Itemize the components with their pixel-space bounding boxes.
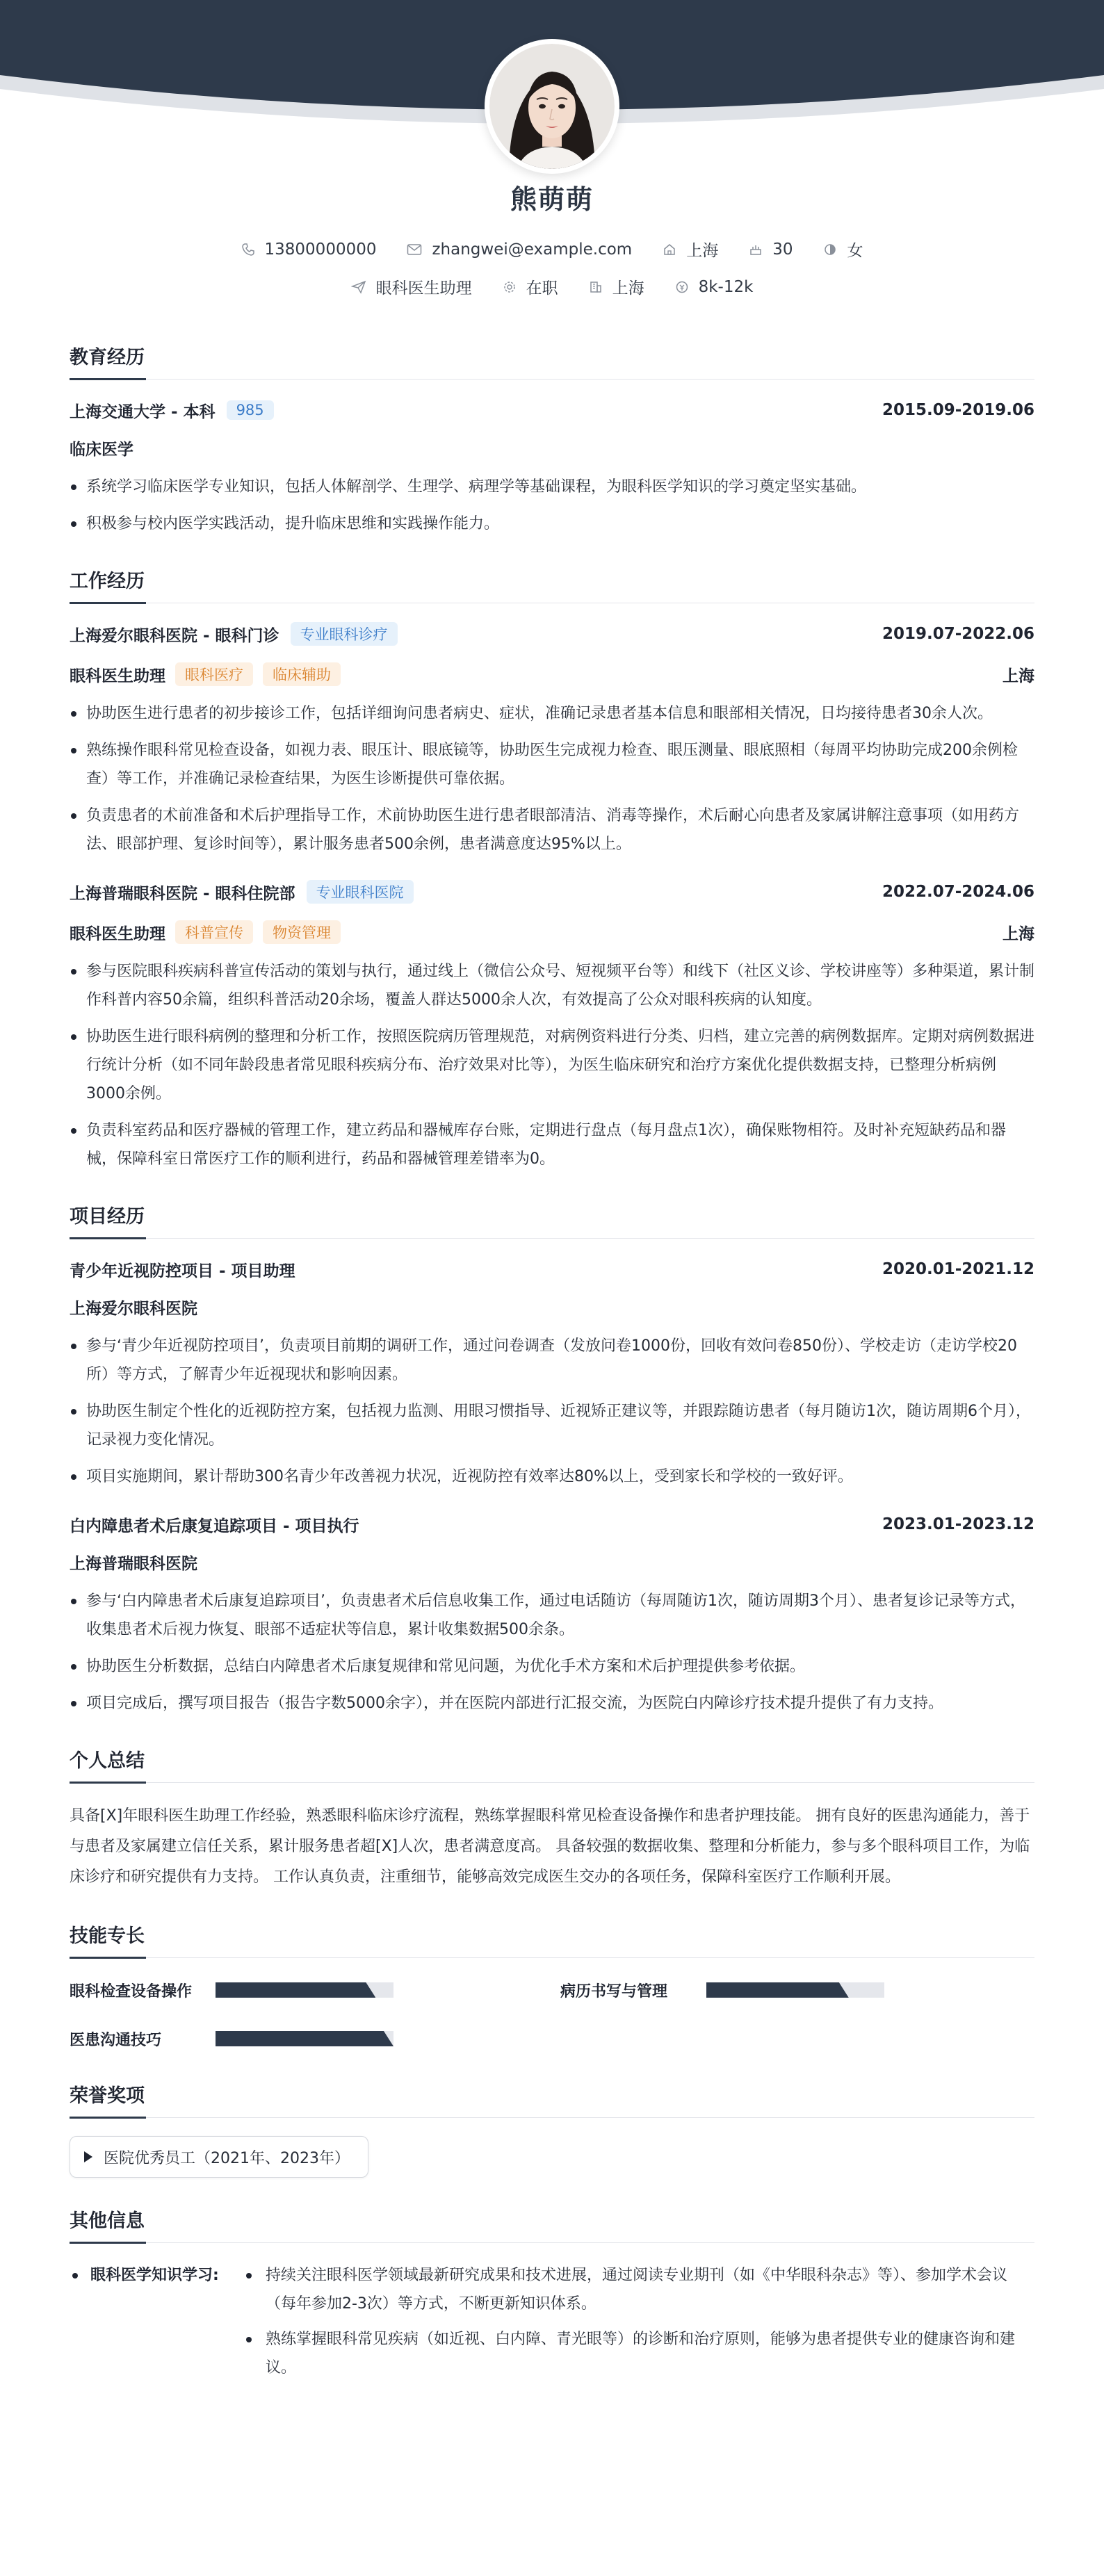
coin-icon <box>675 280 689 294</box>
skills-section <box>70 1921 1034 2053</box>
work-location: 上海 <box>1002 667 1034 685</box>
city-info <box>663 238 718 261</box>
section-title: 工作经历 <box>70 566 1034 603</box>
school-tag: 985 <box>227 400 274 420</box>
project-name: 白内障患者术后康复追踪项目 - 项目执行 <box>70 1517 359 1535</box>
section-title: 荣誉奖项 <box>70 2080 1034 2118</box>
phone-text: 13800000000 <box>264 240 377 259</box>
list-item: 持续关注眼科医学领域最新研究成果和技术进展，通过阅读专业期刊（如《中华眼科杂志》等）、参加学术会议（每年参加2-3次）等方式，不断更新知识体系。 <box>242 2261 1034 2318</box>
list-item: 负责科室药品和医疗器械的管理工作，建立药品和器械库存台账，定期进行盘点（每月盘点1次），确保账物相符。及时补充短缺药品和器械，保障科室日常医疗工作的顺利进行，药品和器械管理差错率为0。 <box>70 1116 1034 1173</box>
other-info-row <box>70 2261 1034 2389</box>
mail-icon <box>407 243 422 256</box>
cake-icon <box>749 243 763 256</box>
job-role: 眼科医生助理 <box>70 667 165 685</box>
resume-content <box>70 342 1034 2417</box>
education-entry <box>70 398 1034 538</box>
company-name: 上海爱尔眼科医院 - 眼科门诊 <box>70 626 279 645</box>
target-city-text: 上海 <box>612 279 644 297</box>
gender-text: 女 <box>847 242 863 260</box>
email-info <box>407 241 632 259</box>
company-tag: 专业眼科医院 <box>307 880 414 904</box>
project-date: 2020.01-2021.12 <box>882 1260 1034 1278</box>
list-item: 积极参与校内医学实践活动，提升临床思维和实践操作能力。 <box>70 510 1034 538</box>
section-title: 技能专长 <box>70 1921 1034 1958</box>
job-role: 眼科医生助理 <box>70 924 165 943</box>
skill-bar <box>216 2031 393 2046</box>
education-section <box>70 342 1034 538</box>
role-tag: 科普宣传 <box>175 920 253 944</box>
section-title: 其他信息 <box>70 2206 1034 2243</box>
skill-item <box>560 1976 1034 2004</box>
work-section <box>70 566 1034 1173</box>
company-name: 上海普瑞眼科医院 - 眼科住院部 <box>70 884 295 903</box>
project-entry <box>70 1257 1034 1491</box>
work-date: 2022.07-2024.06 <box>882 883 1034 901</box>
school-name: 上海交通大学 - 本科 <box>70 402 216 421</box>
age-info <box>749 241 793 259</box>
contact-info-row <box>0 238 1104 261</box>
work-entry <box>70 879 1034 1173</box>
salary-info <box>675 278 754 296</box>
list-item: 协助医生进行患者的初步接诊工作，包括详细询问患者病史、症状，准确记录患者基本信息和眼部相关情况，日均接待患者30余人次。 <box>70 699 1034 728</box>
list-item: 系统学习临床医学专业知识，包括人体解剖学、生理学、病理学等基础课程，为眼科医学知识的学习奠定坚实基础。 <box>70 473 1034 501</box>
role-tag: 物资管理 <box>263 920 341 944</box>
target-city-info <box>589 275 644 298</box>
list-item: 协助医生制定个性化的近视防控方案，包括视力监测、用眼习惯指导、近视矫正建议等，并跟踪随访患者（每月随访1次，随访周期6个月），记录视力变化情况。 <box>70 1397 1034 1454</box>
section-title: 个人总结 <box>70 1745 1034 1783</box>
skill-bar <box>706 1982 884 1998</box>
skill-name: 眼科检查设备操作 <box>70 1982 193 2000</box>
list-item: 熟练掌握眼科常见疾病（如近视、白内障、青光眼等）的诊断和治疗原则，能够为患者提供专业的健康咨询和建议。 <box>242 2325 1034 2382</box>
job-target-text: 眼科医生助理 <box>375 279 472 297</box>
role-tag: 临床辅助 <box>263 662 341 686</box>
gender-icon <box>823 243 837 256</box>
building-icon <box>589 280 603 294</box>
project-entry <box>70 1512 1034 1718</box>
skill-fill <box>216 2031 393 2046</box>
work-date: 2019.07-2022.06 <box>882 625 1034 643</box>
salary-text: 8k-12k <box>698 277 754 296</box>
gear-icon <box>503 280 517 294</box>
status-info <box>503 275 558 298</box>
candidate-name: 熊萌萌 <box>510 184 594 215</box>
status-text: 在职 <box>526 279 558 297</box>
role-tag: 眼科医疗 <box>175 662 253 686</box>
project-name: 青少年近视防控项目 - 项目助理 <box>70 1262 295 1280</box>
phone-icon <box>241 243 255 256</box>
project-org: 上海普瑞眼科医院 <box>70 1554 197 1573</box>
list-item: 项目实施期间，累计帮助300名青少年改善视力状况，近视防控有效率达80%以上，受到家长和学校的一致好评。 <box>70 1462 1034 1491</box>
phone-info <box>241 241 377 259</box>
job-target-info <box>351 275 472 298</box>
job-info-row <box>0 275 1104 298</box>
skill-fill <box>216 1982 375 1998</box>
skill-item <box>70 1976 560 2004</box>
avatar <box>485 39 619 174</box>
list-item: 参与医院眼科疾病科普宣传活动的策划与执行，通过线上（微信公众号、短视频平台等）和线下（社区义诊、学校讲座等）多种渠道，累计制作科普内容50余篇，组织科普活动20余场，覆盖人群达5000余人次，有效提高了公众对眼科疾病的认知度。 <box>70 957 1034 1014</box>
list-item: 参与‘白内障患者术后康复追踪项目’，负责患者术后信息收集工作，通过电话随访（每周随访1次，随访周期3个月）、患者复诊记录等方式，收集患者术后视力恢复、眼部不适症状等信息，累计收集数据500余条。 <box>70 1587 1034 1644</box>
list-item: 协助医生分析数据，总结白内障患者术后康复规律和常见问题，为优化手术方案和术后护理提供参考依据。 <box>70 1652 1034 1681</box>
project-org: 上海爱尔眼科医院 <box>70 1299 197 1318</box>
company-tag: 专业眼科诊疗 <box>291 622 398 646</box>
list-item: 协助医生进行眼科病例的整理和分析工作，按照医院病历管理规范，对病例资料进行分类、归档，建立完善的病例数据库。定期对病例数据进行统计分析（如不同年龄段患者常见眼科疾病分布、治疗效果对比等），为医生临床研究和治疗方案优化提供数据支持，已整理分析病例3000余例。 <box>70 1022 1034 1108</box>
award-item[interactable] <box>70 2136 368 2178</box>
play-triangle-icon <box>84 2151 92 2162</box>
work-entry <box>70 621 1034 858</box>
section-title: 教育经历 <box>70 342 1034 380</box>
projects-section <box>70 1201 1034 1718</box>
city-text: 上海 <box>686 242 719 260</box>
skill-bar <box>216 1982 393 1998</box>
email-text: zhangwei@example.com <box>432 240 633 259</box>
list-item: 项目完成后，撰写项目报告（报告字数5000余字），并在医院内部进行汇报交流，为医院白内障诊疗技术提升提供了有力支持。 <box>70 1689 1034 1718</box>
skill-name: 病历书写与管理 <box>560 1982 668 2000</box>
skill-name: 医患沟通技巧 <box>70 2031 162 2049</box>
send-icon <box>351 280 366 294</box>
other-label: 眼科医学知识学习: <box>70 2261 242 2389</box>
list-item: 负责患者的术前准备和术后护理指导工作，术前协助医生进行患者眼部清洁、消毒等操作，术后耐心向患者及家属讲解注意事项（如用药方法、眼部护理、复诊时间等），累计服务患者500余例，患者满意度达95%以上。 <box>70 801 1034 858</box>
education-date: 2015.09-2019.06 <box>882 401 1034 419</box>
other-section <box>70 2206 1034 2389</box>
home-icon <box>663 243 676 256</box>
awards-section <box>70 2080 1034 2178</box>
summary-text: 具备[X]年眼科医生助理工作经验，熟悉眼科临床诊疗流程，熟练掌握眼科常见检查设备操作和患者护理技能。 拥有良好的医患沟通能力，善于与患者及家属建立信任关系，累计服务患者超[X]人次，患者满意度高。 具备较强的数据收集、整理和分析能力，参与多个眼科项目工作，为临床诊疗和研究提供有力支持。 工作认真负责，注重细节，能够高效完成医生交办的各项任务，保障科室医疗工作顺利开展。 <box>70 1807 1030 1886</box>
project-date: 2023.01-2023.12 <box>882 1515 1034 1533</box>
age-text: 30 <box>772 240 793 259</box>
skills-grid <box>70 1976 1034 2053</box>
work-location: 上海 <box>1002 924 1034 943</box>
award-text: 医院优秀员工（2021年、2023年） <box>104 2149 350 2167</box>
skill-item <box>70 2025 560 2053</box>
section-title: 项目经历 <box>70 1201 1034 1239</box>
skill-fill <box>706 1982 849 1998</box>
list-item: 熟练操作眼科常见检查设备，如视力表、眼压计、眼底镜等，协助医生完成视力检查、眼压测量、眼底照相（每周平均协助完成200余例检查）等工作，并准确记录检查结果，为医生诊断提供可靠依据。 <box>70 736 1034 793</box>
list-item: 参与‘青少年近视防控项目’，负责项目前期的调研工作，通过问卷调查（发放问卷1000份，回收有效问卷850份）、学校走访（走访学校20所）等方式，了解青少年近视现状和影响因素。 <box>70 1332 1034 1389</box>
gender-info <box>823 238 863 261</box>
major-name: 临床医学 <box>70 440 133 459</box>
summary-section <box>70 1745 1034 1893</box>
